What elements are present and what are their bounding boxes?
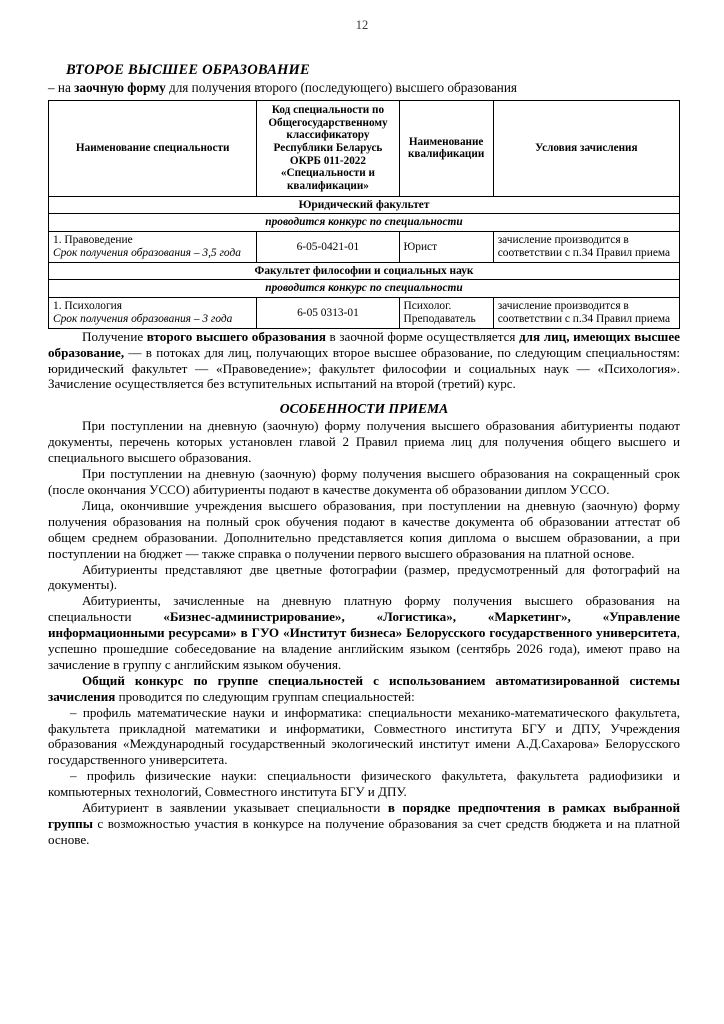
cell-qualification: Юрист: [399, 232, 493, 263]
column-header-qualification-name: Наименование квалификации: [399, 101, 493, 197]
text-bold-general-competition: Общий конкурс по группе специальностей с использованием автоматизированной системы зачисления: [48, 672, 680, 704]
paragraph-english-group: [48, 593, 680, 673]
paragraph-shortened-term: При поступлении на дневную (заочную) форму получения высшего образования на сокращенный срок (после окончания УССО) абитуриенты подают в качестве документа об образовании диплом УССО.: [48, 466, 680, 497]
text-bold-specialties: «Бизнес-администрирование», «Логистика», «Маркетинг», «Управление информационными ресурсами» в ГУО «Институт бизнеса» Белорусского государственного университета: [48, 609, 680, 641]
specialty-term-text: Срок получения образования – 3,5 года: [53, 246, 241, 259]
column-header-specialty-code: Код специальности по Общегосударственному классификатору Республики Беларусь ОКРБ 011-2022 «Специальности и квалификации»: [257, 101, 399, 197]
text-c: в заочной форме осуществляется: [325, 328, 520, 344]
cell-specialty-name: [49, 298, 257, 329]
text-c: проводится по следующим группам специальностей:: [115, 688, 415, 704]
column-header-specialty-name: Наименование специальности: [49, 101, 257, 197]
text-d: — в потоках для лиц, получающих второе высшее образование, по следующим специальностям: юридический факультет — «Правоведение»; факультет философии и социальных наук — «Психология». Зачисление осуществляется без вступительных испытаний на второй (третий) курс.: [48, 344, 680, 392]
cell-specialty-code: 6-05 0313-01: [257, 298, 399, 329]
cell-qualification: Психолог. Преподаватель: [399, 298, 493, 329]
text-bold-2: для лиц, имеющих высшее образование,: [48, 328, 680, 360]
specialty-name-text: 1. Психология: [53, 300, 122, 313]
cell-admission-condition: зачисление производится в соответствии с п.34 Правил приема: [493, 232, 679, 263]
paragraph-documents-list: При поступлении на дневную (заочную) форму получения высшего образования абитуриенты подают документы, перечень которых установлен главой 2 Правил приема лиц для получения общего высшего и специального высшего образования.: [48, 418, 680, 466]
paragraph-profile-math: – профиль математические науки и информатика: специальности механико-математического факультета, факультета прикладной математики и информатики, Совместного института БГУ и ДПУ, Учреждения образования «Международный государственный экологический институт имени А.Д.Сахарова» Белорусского государственного университета.: [48, 704, 680, 768]
faculty-band-row: [49, 262, 680, 280]
table-row: [49, 298, 680, 329]
section-subtitle-prefix: – на: [48, 80, 75, 95]
page-content: [48, 62, 680, 848]
section-subtitle: [48, 80, 680, 96]
text-a: Получение: [82, 328, 147, 344]
paragraph-photographs: Абитуриенты представляют две цветные фотографии (размер, предусмотренный для фотографий на документы).: [48, 561, 680, 593]
paragraph-second-higher: [48, 329, 680, 393]
text-a: Абитуриент в заявлении указывает специальности: [82, 800, 388, 816]
text-bold-1: второго высшего образования: [146, 328, 326, 344]
competition-note-row: [49, 280, 680, 298]
section-subtitle-rest: для получения второго (последующего) высшего образования: [165, 80, 517, 95]
paragraph-graduates-full-term: Лица, окончившие учреждения высшего образования, при поступлении на дневную (заочную) форму получения образования на полный срок обучения подают в качестве документа об образовании аттестат об общем среднем образовании. Дополнительно представляется копия диплома о высшем образовании, а при поступлении на бюджет — также справка о получении первого высшего образования на платной основе.: [48, 497, 680, 561]
paragraph-profile-physics: – профиль физические науки: специальности физического факультета, факультета радиофизики и компьютерных технологий, Совместного института БГУ и ДПУ.: [48, 768, 680, 800]
text-c: с возможностью участия в конкурсе на получение образования за счет средств бюджета и на платной основе.: [48, 816, 680, 847]
text-c: , успешно прошедшие собеседование на владение английским языком (сентябрь 2026 года), имеют право на зачисление в группу с английским языком обучения.: [48, 625, 680, 672]
text-a: Абитуриенты, зачисленные на дневную платную форму получения высшего образования на специальности: [48, 593, 680, 625]
competition-note-law: проводится конкурс по специальности: [49, 214, 680, 232]
paragraph-preference-order: [48, 800, 680, 848]
specialty-term-text: Срок получения образования – 3 года: [53, 312, 233, 325]
table-header-row: [49, 101, 680, 197]
faculty-name-philosophy: Факультет философии и социальных наук: [49, 262, 680, 280]
cell-specialty-code: 6-05-0421-01: [257, 232, 399, 263]
cell-specialty-name: [49, 232, 257, 263]
paragraph-general-competition: [48, 673, 680, 705]
page-number: 12: [355, 18, 369, 32]
competition-note-row: [49, 214, 680, 232]
specialty-name-text: 1. Правоведение: [53, 234, 133, 247]
competition-note-philosophy: проводится конкурс по специальности: [49, 280, 680, 298]
faculty-band-row: [49, 196, 680, 214]
faculty-name-law: Юридический факультет: [49, 196, 680, 214]
section-subtitle-bold: заочную форму: [74, 80, 166, 95]
text-bold-preference: в порядке предпочтения в рамках выбранной группы: [48, 800, 680, 831]
features-title: ОСОБЕННОСТИ ПРИЕМА: [279, 401, 449, 417]
table-row: [49, 232, 680, 263]
specialties-table: [48, 100, 680, 329]
column-header-admission-conditions: Условия зачисления: [493, 101, 679, 197]
cell-admission-condition: зачисление производится в соответствии с п.34 Правил приема: [493, 298, 679, 329]
section-title: ВТОРОЕ ВЫСШЕЕ ОБРАЗОВАНИЕ: [66, 62, 310, 78]
